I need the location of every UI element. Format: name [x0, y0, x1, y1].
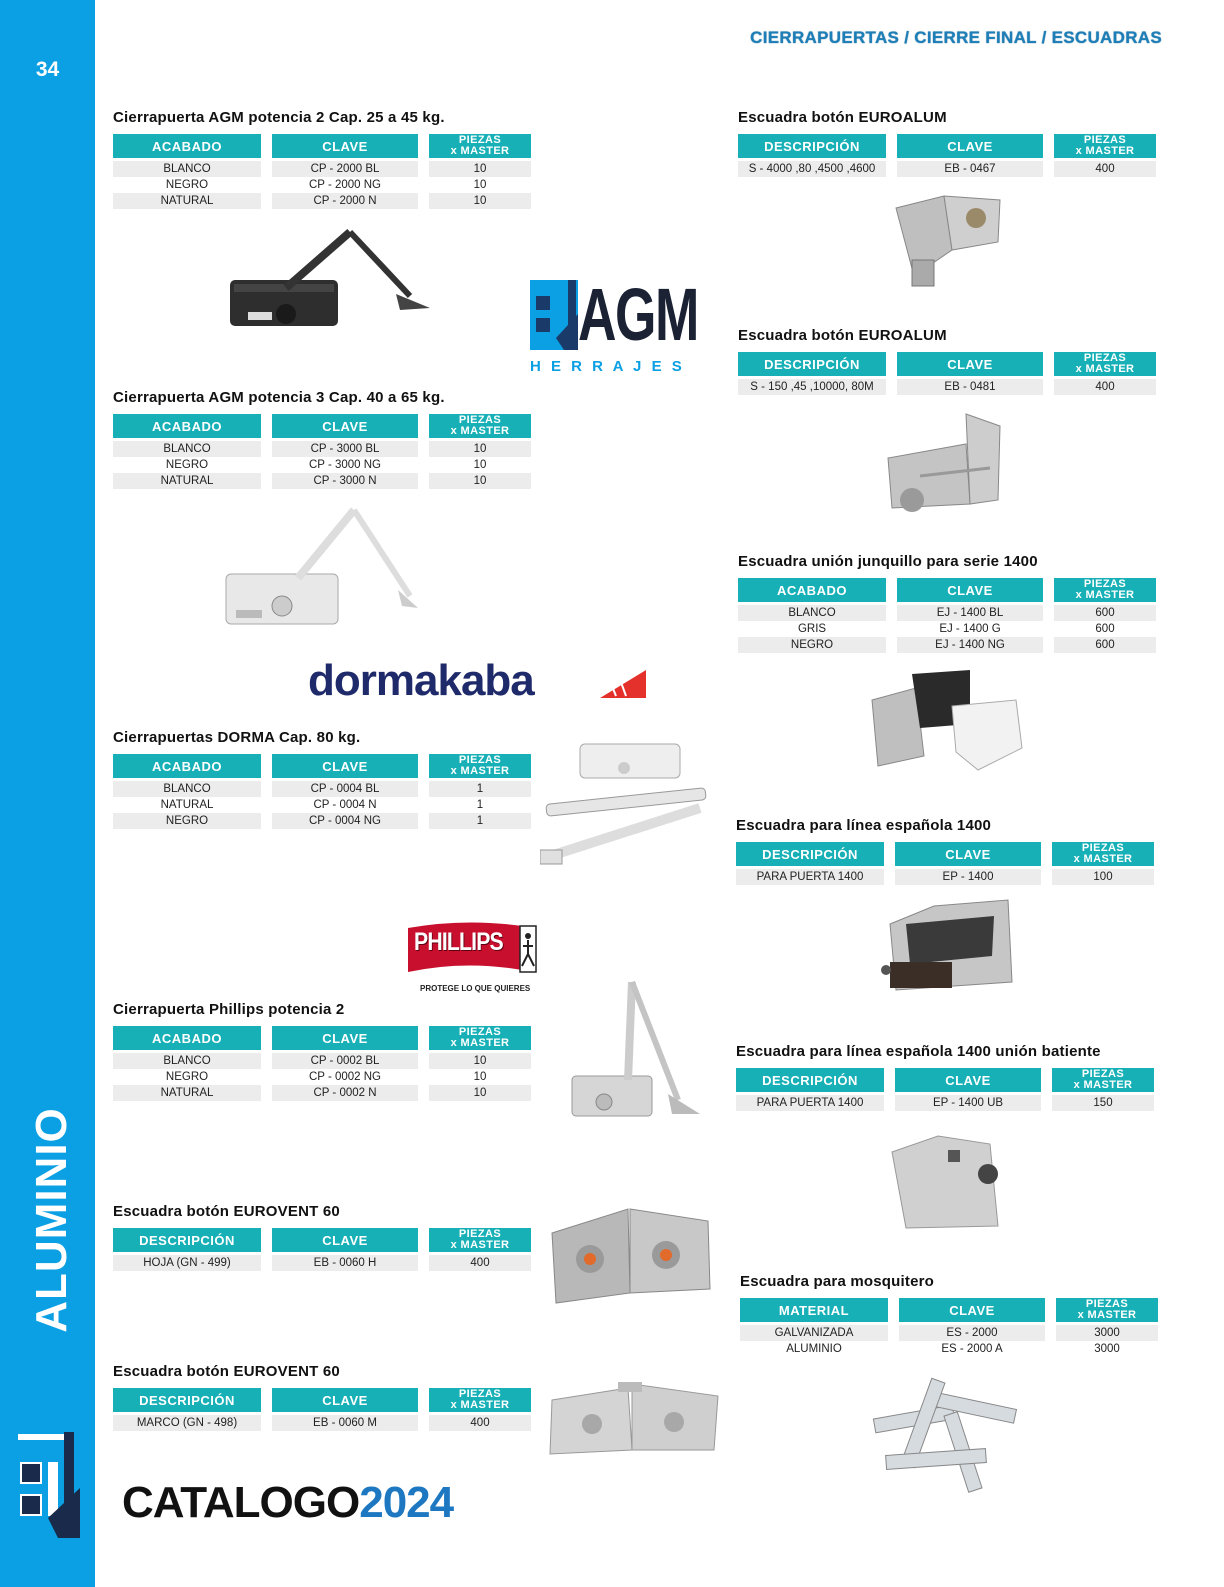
finish-cell: NATURAL	[113, 797, 261, 813]
product-table	[102, 1388, 542, 1431]
column-header-piezas	[429, 1228, 531, 1252]
section-title: Cierrapuertas DORMA Cap. 80 kg.	[113, 729, 361, 746]
code-cell: CP - 0002 NG	[272, 1069, 418, 1085]
pieces-cell: 150	[1052, 1095, 1154, 1111]
finish-cell: BLANCO	[113, 781, 261, 797]
table-row	[736, 869, 1154, 885]
dormakaba-text: dormakaba	[308, 656, 534, 705]
pieces-cell: 400	[1054, 379, 1156, 395]
master-label: x MASTER	[1075, 589, 1135, 601]
code-cell: EB - 0481	[897, 379, 1043, 395]
column-header: ACABADO	[113, 134, 261, 158]
agm-3-door-closer-image	[212, 502, 432, 632]
product-table	[725, 1068, 1165, 1111]
table-row	[113, 193, 531, 209]
finish-cell: BLANCO	[738, 605, 886, 621]
code-cell: CP - 3000 N	[272, 473, 418, 489]
table-row	[113, 177, 531, 193]
table-header-row	[113, 1026, 531, 1050]
master-label: x MASTER	[1077, 1309, 1137, 1321]
piezas-label: PIEZAS	[458, 414, 502, 426]
phillips-door-closer-image	[568, 976, 703, 1121]
eurovent-hoja-bracket-image	[548, 1203, 714, 1305]
finish-cell: NATURAL	[113, 473, 261, 489]
table-header-row	[113, 134, 531, 158]
column-header: CLAVE	[272, 1388, 418, 1412]
section-euroalum-2	[738, 327, 1167, 395]
sidebar	[0, 0, 95, 1587]
code-cell: CP - 3000 NG	[272, 457, 418, 473]
table-row	[738, 637, 1156, 653]
master-label: x MASTER	[1073, 1079, 1133, 1091]
table-header-row	[736, 842, 1154, 866]
linea-1400-ub-bracket-image	[886, 1130, 1002, 1230]
column-header: CLAVE	[272, 134, 418, 158]
column-header-piezas	[1056, 1298, 1158, 1322]
page-header: CIERRAPUERTAS / CIERRE FINAL / ESCUADRAS	[750, 28, 1162, 47]
pieces-cell: 10	[429, 441, 531, 457]
column-header-piezas	[429, 754, 531, 778]
column-header: CLAVE	[895, 842, 1041, 866]
finish-cell: NEGRO	[738, 637, 886, 653]
product-table	[102, 754, 542, 829]
table-row	[113, 457, 531, 473]
column-header: CLAVE	[272, 1228, 418, 1252]
code-cell: EB - 0467	[897, 161, 1043, 177]
section-mosquitero	[740, 1273, 1169, 1357]
agm-herrajes-text: H E R R A J E S	[530, 358, 685, 375]
pieces-cell: 3000	[1056, 1325, 1158, 1341]
finish-cell: S - 150 ,45 ,10000, 80M	[738, 379, 886, 395]
section-title: Escuadra botón EUROVENT 60	[113, 1203, 340, 1220]
pieces-cell: 1	[429, 797, 531, 813]
table-row	[113, 1053, 531, 1069]
column-header: CLAVE	[895, 1068, 1041, 1092]
pieces-cell: 1	[429, 813, 531, 829]
agm-2-door-closer-image	[220, 222, 440, 334]
master-label: x MASTER	[450, 1399, 510, 1411]
column-header: CLAVE	[897, 352, 1043, 376]
pieces-cell: 10	[429, 193, 531, 209]
phillips-tagline: PROTEGE LO QUE QUIERES	[420, 984, 531, 993]
piezas-label: PIEZAS	[458, 1026, 502, 1038]
column-header: ACABADO	[113, 754, 261, 778]
table-row	[113, 781, 531, 797]
code-cell: ES - 2000 A	[899, 1341, 1045, 1357]
section-junquillo-1400	[738, 553, 1167, 653]
table-header-row	[113, 1388, 531, 1412]
finish-cell: HOJA (GN - 499)	[113, 1255, 261, 1271]
table-row	[738, 379, 1156, 395]
section-linea-1400	[736, 817, 1165, 885]
column-header: ACABADO	[113, 414, 261, 438]
code-cell: EP - 1400 UB	[895, 1095, 1041, 1111]
table-header-row	[738, 578, 1156, 602]
pieces-cell: 10	[429, 177, 531, 193]
product-table	[102, 414, 542, 489]
column-header-piezas	[1052, 842, 1154, 866]
column-header: DESCRIPCIÓN	[738, 352, 886, 376]
finish-cell: NEGRO	[113, 1069, 261, 1085]
pieces-cell: 400	[1054, 161, 1156, 177]
table-row	[738, 161, 1156, 177]
code-cell: CP - 0002 N	[272, 1085, 418, 1101]
phillips-logo	[404, 920, 538, 996]
column-header: ACABADO	[738, 578, 886, 602]
piezas-label: PIEZAS	[1083, 352, 1127, 364]
junquillo-1400-brackets-image	[868, 666, 1028, 776]
product-table	[725, 842, 1165, 885]
section-eurovent-hoja	[113, 1203, 542, 1271]
code-cell: EP - 1400	[895, 869, 1041, 885]
section-eurovent-marco	[113, 1363, 542, 1431]
agm-logo-icon	[18, 1422, 80, 1538]
column-header: ACABADO	[113, 1026, 261, 1050]
code-cell: EJ - 1400 BL	[897, 605, 1043, 621]
pieces-cell: 10	[429, 1053, 531, 1069]
section-title: Escuadra botón EUROALUM	[738, 109, 947, 126]
section-agm-2	[113, 109, 542, 209]
table-row	[113, 473, 531, 489]
code-cell: EJ - 1400 NG	[897, 637, 1043, 653]
table-row	[113, 161, 531, 177]
table-row	[113, 1085, 531, 1101]
phillips-text: PHILLIPS	[414, 928, 503, 956]
table-header-row	[738, 352, 1156, 376]
code-cell: CP - 2000 NG	[272, 177, 418, 193]
finish-cell: NEGRO	[113, 177, 261, 193]
finish-cell: NATURAL	[113, 193, 261, 209]
table-header-row	[740, 1298, 1158, 1322]
table-header-row	[736, 1068, 1154, 1092]
column-header: DESCRIPCIÓN	[736, 842, 884, 866]
section-title: Escuadra unión junquillo para serie 1400	[738, 553, 1038, 570]
section-phillips	[113, 1001, 542, 1101]
piezas-label: PIEZAS	[1081, 842, 1125, 854]
master-label: x MASTER	[1073, 853, 1133, 865]
master-label: x MASTER	[1075, 363, 1135, 375]
column-header: DESCRIPCIÓN	[736, 1068, 884, 1092]
section-label: ALUMINIO	[27, 1107, 76, 1333]
finish-cell: NEGRO	[113, 813, 261, 829]
pieces-cell: 400	[429, 1255, 531, 1271]
table-row	[113, 797, 531, 813]
code-cell: CP - 3000 BL	[272, 441, 418, 457]
piezas-label: PIEZAS	[458, 754, 502, 766]
catalog-word: CATALOGO	[122, 1478, 360, 1527]
master-label: x MASTER	[450, 1239, 510, 1251]
table-header-row	[113, 1228, 531, 1252]
section-dorma	[113, 729, 542, 829]
table-header-row	[113, 754, 531, 778]
linea-1400-bracket-image	[876, 894, 1022, 998]
finish-cell: PARA PUERTA 1400	[736, 1095, 884, 1111]
column-header-piezas	[1054, 134, 1156, 158]
table-row	[113, 1255, 531, 1271]
column-header: MATERIAL	[740, 1298, 888, 1322]
column-header: CLAVE	[899, 1298, 1045, 1322]
mosquitero-brackets-image	[866, 1372, 1030, 1496]
table-row	[113, 441, 531, 457]
catalog-year: 2024	[359, 1478, 454, 1527]
column-header-piezas	[429, 1026, 531, 1050]
finish-cell: NEGRO	[113, 457, 261, 473]
column-header-piezas	[429, 134, 531, 158]
finish-cell: MARCO (GN - 498)	[113, 1415, 261, 1431]
dormakaba-mark-icon	[600, 670, 646, 698]
piezas-label: PIEZAS	[1081, 1068, 1125, 1080]
section-title: Escuadra para línea española 1400 unión batiente	[736, 1043, 1101, 1060]
finish-cell: GALVANIZADA	[740, 1325, 888, 1341]
finish-cell: S - 4000 ,80 ,4500 ,4600	[738, 161, 886, 177]
table-row	[113, 1069, 531, 1085]
column-header: CLAVE	[897, 134, 1043, 158]
piezas-label: PIEZAS	[1083, 134, 1127, 146]
finish-cell: BLANCO	[113, 441, 261, 457]
code-cell: CP - 0004 N	[272, 797, 418, 813]
column-header-piezas	[429, 414, 531, 438]
code-cell: EB - 0060 H	[272, 1255, 418, 1271]
code-cell: EB - 0060 M	[272, 1415, 418, 1431]
pieces-cell: 600	[1054, 605, 1156, 621]
finish-cell: PARA PUERTA 1400	[736, 869, 884, 885]
finish-cell: BLANCO	[113, 161, 261, 177]
table-header-row	[738, 134, 1156, 158]
pieces-cell: 10	[429, 457, 531, 473]
euroalum-1-bracket-image	[890, 190, 1006, 292]
pieces-cell: 600	[1054, 621, 1156, 637]
piezas-label: PIEZAS	[458, 1228, 502, 1240]
page-number: 34	[35, 58, 60, 81]
pieces-cell: 400	[429, 1415, 531, 1431]
column-header: DESCRIPCIÓN	[738, 134, 886, 158]
column-header-piezas	[1054, 578, 1156, 602]
product-table	[102, 134, 542, 209]
piezas-label: PIEZAS	[458, 134, 502, 146]
table-row	[113, 813, 531, 829]
agm-herrajes-logo	[530, 273, 710, 378]
dorma-door-closer-image	[540, 738, 715, 868]
section-linea-1400-ub	[736, 1043, 1165, 1111]
code-cell: CP - 2000 BL	[272, 161, 418, 177]
column-header-piezas	[429, 1388, 531, 1412]
pieces-cell: 10	[429, 161, 531, 177]
master-label: x MASTER	[450, 1037, 510, 1049]
section-title: Escuadra botón EUROALUM	[738, 327, 947, 344]
column-header: CLAVE	[272, 414, 418, 438]
section-title: Escuadra para mosquitero	[740, 1273, 935, 1290]
section-agm-3	[113, 389, 542, 489]
column-header-piezas	[1054, 352, 1156, 376]
master-label: x MASTER	[450, 425, 510, 437]
master-label: x MASTER	[450, 765, 510, 777]
piezas-label: PIEZAS	[1083, 578, 1127, 590]
code-cell: CP - 0004 BL	[272, 781, 418, 797]
product-table	[727, 134, 1167, 177]
pieces-cell: 1	[429, 781, 531, 797]
finish-cell: ALUMINIO	[740, 1341, 888, 1357]
section-title: Cierrapuerta AGM potencia 3 Cap. 40 a 65 kg.	[113, 389, 445, 406]
product-table	[727, 352, 1167, 395]
pieces-cell: 10	[429, 1085, 531, 1101]
master-label: x MASTER	[450, 145, 510, 157]
column-header: CLAVE	[272, 754, 418, 778]
column-header: DESCRIPCIÓN	[113, 1388, 261, 1412]
table-row	[736, 1095, 1154, 1111]
table-row	[740, 1341, 1158, 1357]
code-cell: CP - 0004 NG	[272, 813, 418, 829]
catalog-title	[122, 1478, 453, 1528]
section-title: Escuadra para línea española 1400	[736, 817, 992, 834]
pieces-cell: 600	[1054, 637, 1156, 653]
column-header: CLAVE	[897, 578, 1043, 602]
piezas-label: PIEZAS	[458, 1388, 502, 1400]
pieces-cell: 10	[429, 473, 531, 489]
product-table	[727, 578, 1167, 653]
product-table	[102, 1228, 542, 1271]
pieces-cell: 3000	[1056, 1341, 1158, 1357]
code-cell: CP - 0002 BL	[272, 1053, 418, 1069]
column-header: CLAVE	[272, 1026, 418, 1050]
code-cell: CP - 2000 N	[272, 193, 418, 209]
table-row	[113, 1415, 531, 1431]
finish-cell: GRIS	[738, 621, 886, 637]
finish-cell: NATURAL	[113, 1085, 261, 1101]
section-title: Escuadra botón EUROVENT 60	[113, 1363, 340, 1380]
column-header: DESCRIPCIÓN	[113, 1228, 261, 1252]
code-cell: ES - 2000	[899, 1325, 1045, 1341]
piezas-label: PIEZAS	[1085, 1298, 1129, 1310]
section-title: Cierrapuerta Phillips potencia 2	[113, 1001, 345, 1018]
master-label: x MASTER	[1075, 145, 1135, 157]
section-title: Cierrapuerta AGM potencia 2 Cap. 25 a 45 kg.	[113, 109, 445, 126]
section-euroalum-1	[738, 109, 1167, 177]
pieces-cell: 10	[429, 1069, 531, 1085]
pieces-cell: 100	[1052, 869, 1154, 885]
table-row	[740, 1325, 1158, 1341]
agm-text: AGM	[578, 273, 698, 356]
finish-cell: BLANCO	[113, 1053, 261, 1069]
euroalum-2-bracket-image	[880, 408, 1010, 518]
table-row	[738, 621, 1156, 637]
table-row	[738, 605, 1156, 621]
column-header-piezas	[1052, 1068, 1154, 1092]
product-table	[729, 1298, 1169, 1357]
dormakaba-logo	[308, 656, 534, 706]
product-table	[102, 1026, 542, 1101]
table-header-row	[113, 414, 531, 438]
eurovent-marco-bracket-image	[546, 1380, 722, 1460]
code-cell: EJ - 1400 G	[897, 621, 1043, 637]
